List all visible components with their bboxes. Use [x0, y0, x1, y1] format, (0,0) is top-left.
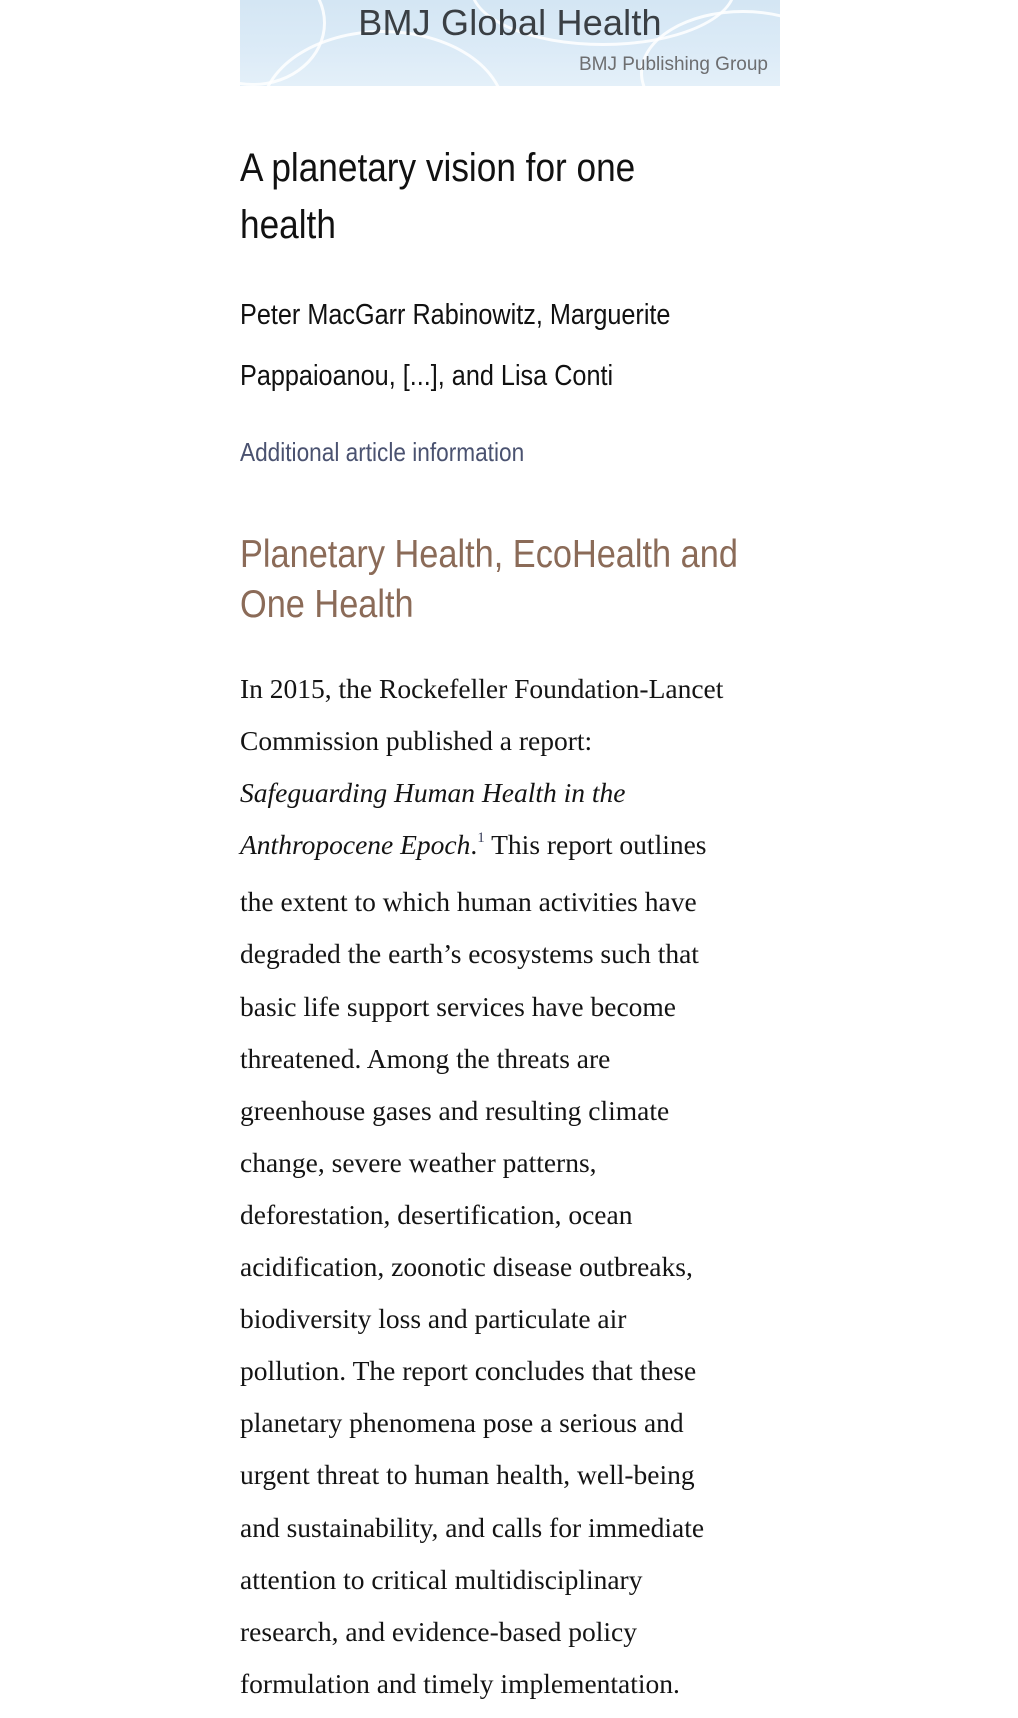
paragraph-line: Commission published a report:: [240, 725, 593, 757]
paragraph-line: [240, 819, 723, 876]
paragraph-line: acidification, zoonotic disease outbreaks,: [240, 1251, 693, 1283]
paragraph-line: attention to critical multidisciplinary: [240, 1563, 643, 1595]
report-title-italic: Safeguarding Human Health in the: [240, 777, 626, 809]
paragraph-line: urgent threat to human health, well-being: [240, 1459, 695, 1491]
paragraph-line: pollution. The report concludes that these: [240, 1355, 697, 1387]
paragraph-line: and sustainability, and calls for immediate: [240, 1511, 705, 1543]
paragraph-line: planetary phenomena pose a serious and: [240, 1407, 684, 1439]
paragraph-line: change, severe weather patterns,: [240, 1146, 597, 1178]
paragraph-line: formulation and timely implementation.: [240, 1667, 680, 1699]
article-title-line: health: [240, 203, 336, 247]
paragraph-line: threatened. Among the threats are: [240, 1042, 611, 1074]
article-title: [240, 140, 715, 254]
paragraph-line: research, and evidence-based policy: [240, 1615, 638, 1647]
paragraph-line: deforestation, desertification, ocean: [240, 1198, 633, 1230]
section-heading-line: One Health: [240, 583, 414, 626]
paragraph-line: basic life support services have become: [240, 990, 677, 1022]
paragraph-text: This report outlines: [484, 829, 707, 861]
section-paragraph: [240, 663, 723, 1710]
author-list: [240, 285, 670, 407]
additional-article-info-link[interactable]: Additional article information: [240, 437, 525, 467]
paragraph-line: [240, 767, 723, 819]
journal-banner[interactable]: [240, 0, 780, 86]
paragraph-line: biodiversity loss and particulate air: [240, 1303, 627, 1335]
paragraph-line: degraded the earth’s ecosystems such that: [240, 938, 699, 970]
period: .: [470, 829, 478, 861]
reference-link-1[interactable]: 1: [477, 830, 485, 847]
section-heading-line: Planetary Health, EcoHealth and: [240, 533, 738, 576]
journal-name: BMJ Global Health: [358, 2, 662, 43]
paragraph-line: greenhouse gases and resulting climate: [240, 1094, 670, 1126]
section-heading: [240, 530, 738, 630]
author-line: Peter MacGarr Rabinowitz, Marguerite: [240, 299, 671, 331]
paragraph-line: In 2015, the Rockefeller Foundation-Lancet: [240, 673, 724, 704]
author-line: Pappaioanou, [...], and Lisa Conti: [240, 360, 614, 392]
publisher-name: BMJ Publishing Group: [578, 54, 768, 75]
paragraph-line: the extent to which human activities have: [240, 886, 697, 918]
article-title-line: A planetary vision for one: [240, 146, 636, 190]
report-title-italic: Anthropocene Epoch: [240, 829, 471, 861]
